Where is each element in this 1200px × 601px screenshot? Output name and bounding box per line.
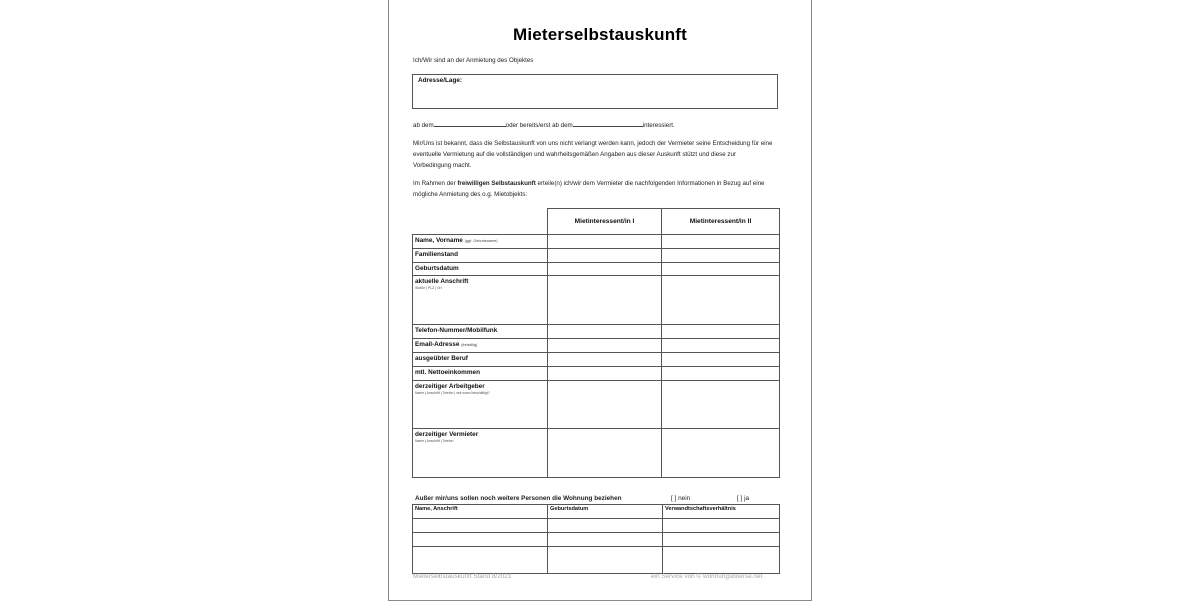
column-header-tenant-2: Mietinteressent/in II (662, 209, 780, 235)
person-cell[interactable] (663, 547, 780, 574)
consent-paragraph: Mir/Uns ist bekannt, dass die Selbstauskunft von uns nicht verlangt werden kann, jedoch der Vermieter seine Entscheidung für eine eventuelle Vermietung auf die vollständigen und wahrheitsgemäßen Angaben aus dieser Auskunft stützt und diese zur Vorbedingung macht. (413, 140, 773, 169)
row-label-occupation: ausgeübter Beruf (413, 353, 548, 367)
row-label-name (413, 235, 548, 249)
voluntary-paragraph-pre: Im Rahmen der (413, 180, 458, 187)
row-label-address-note: Straße | PLZ | Ort (415, 286, 442, 290)
date-line-ab: ab dem (413, 122, 434, 129)
table-row (413, 533, 780, 547)
table-row (413, 235, 780, 249)
cell-landlord-tenant-1[interactable] (548, 429, 662, 478)
date-line-or: oder bereits/erst ab dem (505, 122, 573, 129)
cell-employer-tenant-2[interactable] (662, 381, 780, 429)
row-label-address-text: aktuelle Anschrift (415, 278, 469, 285)
row-label-marital-status: Familienstand (413, 249, 548, 263)
voluntary-paragraph-post: erteile(n) ich/wir dem Vermieter die nachfolgenden Informationen in Bezug auf eine mögliche Anmietung des o.g. Mietobjekts: (413, 180, 765, 198)
persons-header-relationship: Verwandtschaftsverhältnis (663, 505, 780, 519)
table-header-row (413, 209, 780, 235)
table-row (413, 367, 780, 381)
column-header-tenant-1: Mietinteressent/in I (548, 209, 662, 235)
person-cell[interactable] (413, 547, 548, 574)
row-label-address (413, 276, 548, 325)
persons-header-name: Name, Anschrift (413, 505, 548, 519)
table-row (413, 547, 780, 574)
table-row (413, 353, 780, 367)
date-later-blank[interactable] (573, 120, 643, 127)
other-persons-question: Außer mir/uns sollen noch weitere Personen die Wohnung beziehen (415, 495, 622, 502)
row-label-birthdate: Geburtsdatum (413, 263, 548, 276)
table-row (413, 325, 780, 339)
person-cell[interactable] (413, 533, 548, 547)
row-label-email-text: Email-Adresse (415, 341, 460, 348)
cell-name-tenant-2[interactable] (662, 235, 780, 249)
date-line-interested: interessiert. (642, 122, 675, 129)
intro-text: Ich/Wir sind an der Anmietung des Objektes (413, 57, 534, 64)
person-cell[interactable] (663, 533, 780, 547)
person-cell[interactable] (663, 519, 780, 533)
cell-address-tenant-1[interactable] (548, 276, 662, 325)
cell-email-tenant-2[interactable] (662, 339, 780, 353)
row-label-phone: Telefon-Nummer/Mobilfunk (413, 325, 548, 339)
table-row (413, 519, 780, 533)
option-yes-checkbox[interactable]: [ ] ja (737, 495, 750, 502)
table-row (413, 381, 780, 429)
cell-birthdate-tenant-2[interactable] (662, 263, 780, 276)
person-cell[interactable] (548, 519, 663, 533)
cell-occupation-tenant-1[interactable] (548, 353, 662, 367)
person-cell[interactable] (548, 547, 663, 574)
row-label-employer-text: derzeitiger Arbeitgeber (415, 383, 485, 390)
table-row (413, 339, 780, 353)
cell-birthdate-tenant-1[interactable] (548, 263, 662, 276)
voluntary-paragraph (413, 178, 775, 200)
date-line (413, 120, 675, 131)
table-row (413, 276, 780, 325)
other-persons-table (412, 504, 780, 574)
row-label-landlord-note: Name | Anschrift | Telefon (415, 439, 454, 443)
row-label-net-income: mtl. Nettoeinkommen (413, 367, 548, 381)
table-row (413, 263, 780, 276)
form-page (388, 0, 812, 601)
row-label-landlord-text: derzeitiger Vermieter (415, 431, 479, 438)
row-label-email-sub: (freiwillig) (461, 343, 478, 347)
row-label-name-sub: (ggf. Geburtsname) (464, 239, 498, 243)
address-field[interactable] (412, 74, 778, 109)
row-label-employer-note: Name | Anschrift | Telefon | seit wann beschäftigt? (415, 391, 490, 395)
table-row (413, 249, 780, 263)
cell-phone-tenant-2[interactable] (662, 325, 780, 339)
person-cell[interactable] (413, 519, 548, 533)
cell-employer-tenant-1[interactable] (548, 381, 662, 429)
persons-header-birthdate: Geburtsdatum (548, 505, 663, 519)
tenant-info-table (412, 208, 780, 478)
row-label-landlord (413, 429, 548, 478)
person-cell[interactable] (548, 533, 663, 547)
row-label-name-text: Name, Vorname (415, 237, 463, 244)
cell-name-tenant-1[interactable] (548, 235, 662, 249)
page-title: Mieterselbstauskunft (512, 25, 688, 44)
voluntary-paragraph-bold: freiwilligen Selbstauskunft (457, 180, 536, 187)
table-row (413, 429, 780, 478)
option-no-checkbox[interactable]: [ ] nein (671, 495, 691, 502)
row-label-email (413, 339, 548, 353)
footer-service: ein Service von © wohnungsboerse.net (651, 573, 763, 580)
cell-net-income-tenant-2[interactable] (662, 367, 780, 381)
cell-phone-tenant-1[interactable] (548, 325, 662, 339)
cell-occupation-tenant-2[interactable] (662, 353, 780, 367)
cell-email-tenant-1[interactable] (548, 339, 662, 353)
cell-marital-status-tenant-1[interactable] (548, 249, 662, 263)
cell-address-tenant-2[interactable] (662, 276, 780, 325)
cell-marital-status-tenant-2[interactable] (662, 249, 780, 263)
footer-version: Mieterselbstauskunft Stand 8/2021 (413, 573, 512, 580)
persons-header-row (413, 505, 780, 519)
cell-net-income-tenant-1[interactable] (548, 367, 662, 381)
date-from-blank[interactable] (434, 120, 506, 127)
cell-landlord-tenant-2[interactable] (662, 429, 780, 478)
address-label: Adresse/Lage: (418, 77, 463, 84)
row-label-employer (413, 381, 548, 429)
